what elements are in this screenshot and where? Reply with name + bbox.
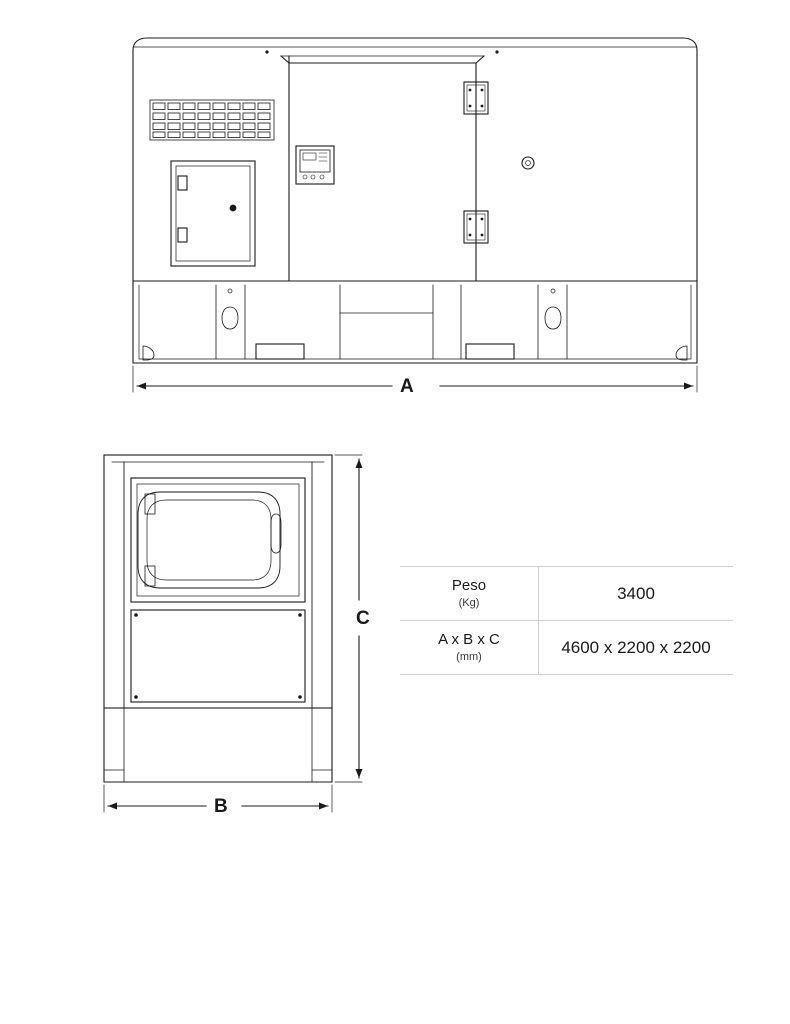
control-panel — [296, 146, 334, 184]
dimension-label-a: A — [400, 376, 415, 397]
dimension-label-b: B — [214, 796, 229, 817]
spec-key-label: Peso — [451, 577, 487, 594]
spec-value-cell — [539, 567, 734, 621]
dimension-a — [133, 366, 697, 392]
panel-hinge-top — [464, 82, 488, 114]
front-elevation-view — [104, 455, 363, 812]
spec-unit-label: (mm) — [456, 650, 482, 663]
table-row — [400, 567, 733, 621]
spec-key-label: A x B x C — [438, 631, 500, 649]
dimension-label-c: C — [356, 608, 371, 629]
spec-key-cell — [400, 621, 539, 675]
spec-key-cell — [400, 567, 539, 621]
spec-value-text: 3400 — [617, 583, 655, 603]
side-access-door — [171, 161, 255, 266]
specifications-table — [400, 566, 733, 675]
table-row — [400, 621, 733, 675]
fuel-cap-fitting — [522, 157, 534, 169]
side-elevation-view — [133, 38, 697, 392]
spec-unit-label: (Kg) — [458, 596, 480, 609]
spec-value-text: 4600 x 2200 x 2200 — [561, 637, 711, 657]
spec-value-cell — [539, 621, 734, 675]
louver-grille — [150, 100, 274, 140]
panel-hinge-bottom — [464, 211, 488, 243]
base-skid — [133, 281, 697, 363]
